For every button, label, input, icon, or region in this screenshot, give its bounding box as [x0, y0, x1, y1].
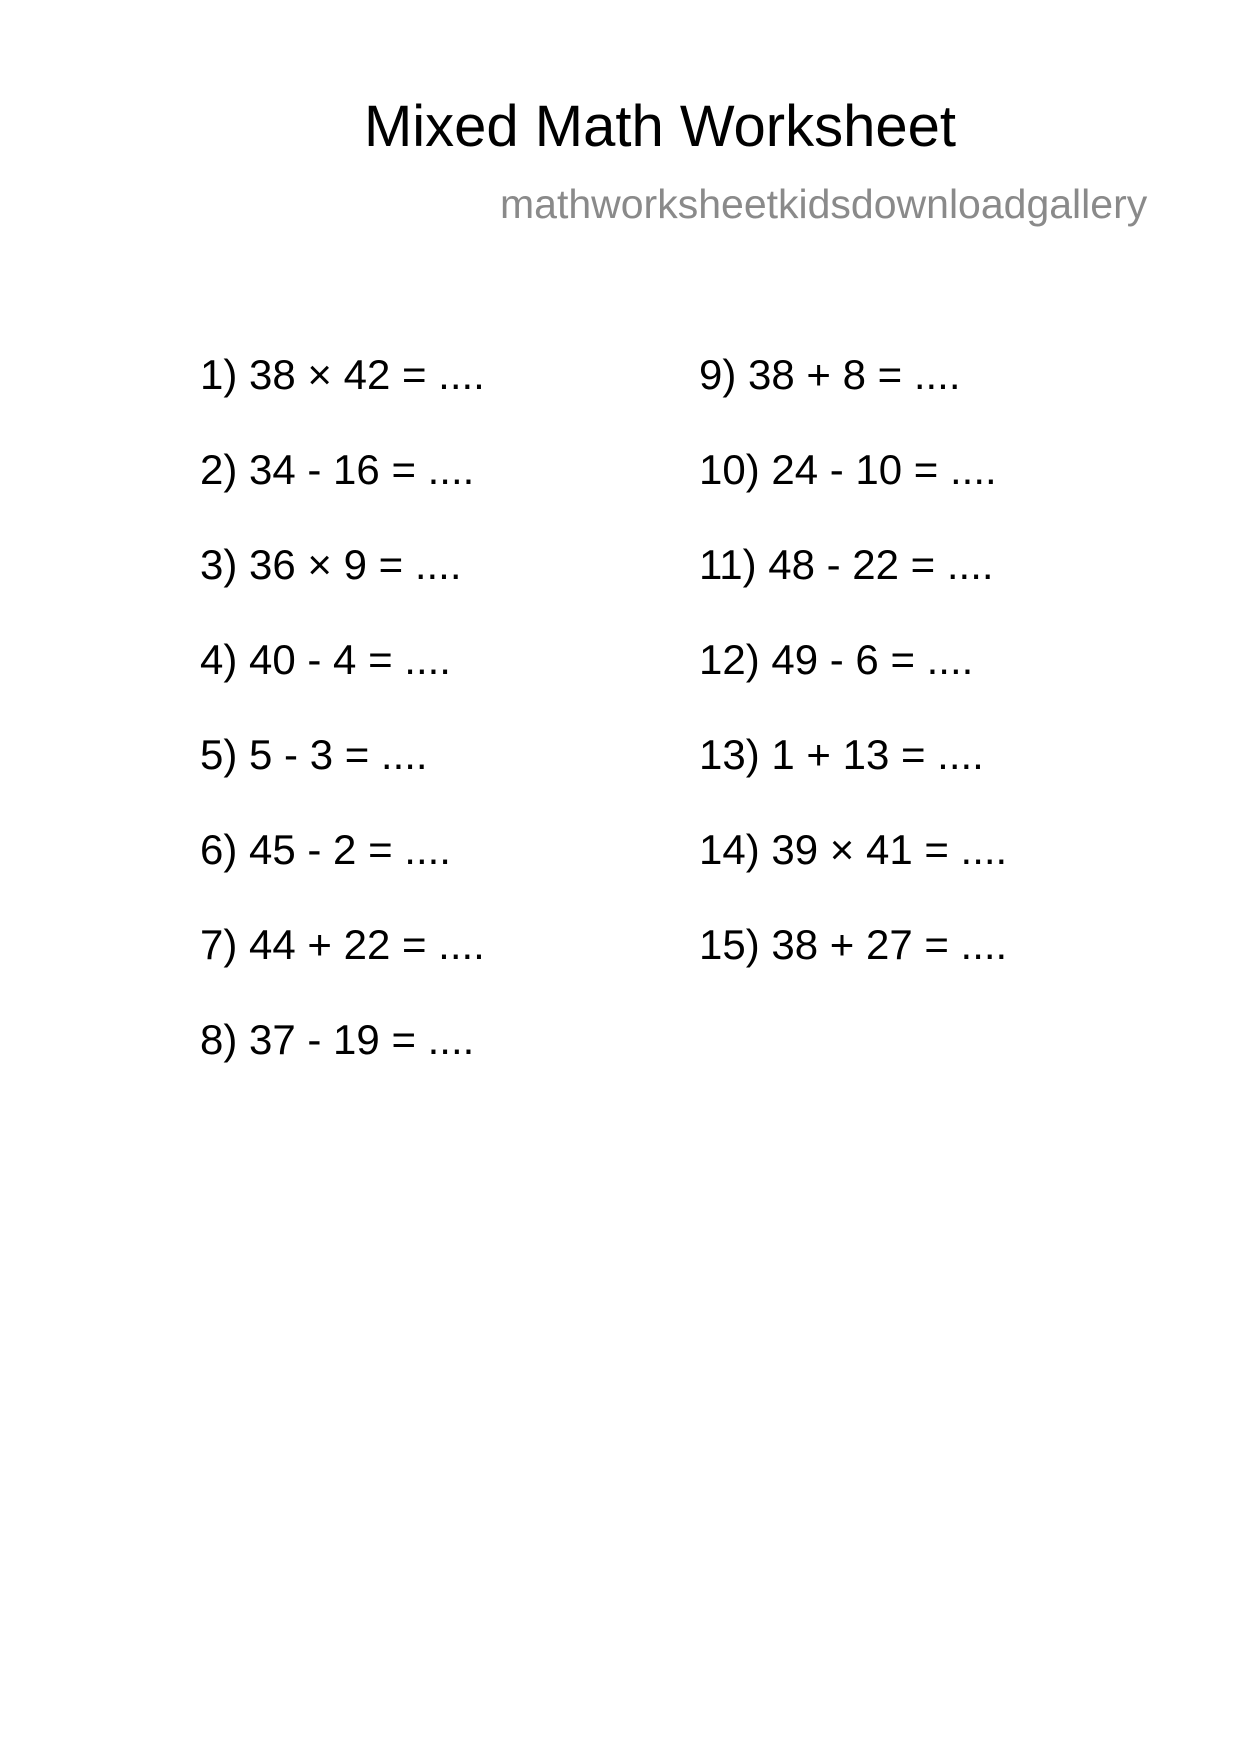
problem-11: 11) 48 - 22 = .... [699, 541, 994, 588]
problem-9: 9) 38 + 8 = .... [699, 351, 961, 398]
problem-14: 14) 39 × 41 = .... [699, 826, 1008, 873]
problems-column-left [200, 351, 485, 1114]
problem-1: 1) 38 × 42 = .... [200, 351, 485, 398]
problem-5: 5) 5 - 3 = .... [200, 731, 428, 778]
problem-13: 13) 1 + 13 = .... [699, 731, 984, 778]
problem-3: 3) 36 × 9 = .... [200, 541, 462, 588]
worksheet-title: Mixed Math Worksheet [363, 94, 957, 159]
problem-8: 8) 37 - 19 = .... [200, 1016, 475, 1063]
problem-10: 10) 24 - 10 = .... [699, 446, 997, 493]
problem-7: 7) 44 + 22 = .... [200, 921, 485, 968]
problem-2: 2) 34 - 16 = .... [200, 446, 475, 493]
problem-6: 6) 45 - 2 = .... [200, 826, 451, 873]
problem-12: 12) 49 - 6 = .... [699, 636, 974, 683]
source-watermark: mathworksheetkidsdownloadgallery [500, 181, 1148, 227]
problem-15: 15) 38 + 27 = .... [699, 921, 1008, 968]
problem-4: 4) 40 - 4 = .... [200, 636, 451, 683]
problems-column-right [699, 351, 1008, 1019]
